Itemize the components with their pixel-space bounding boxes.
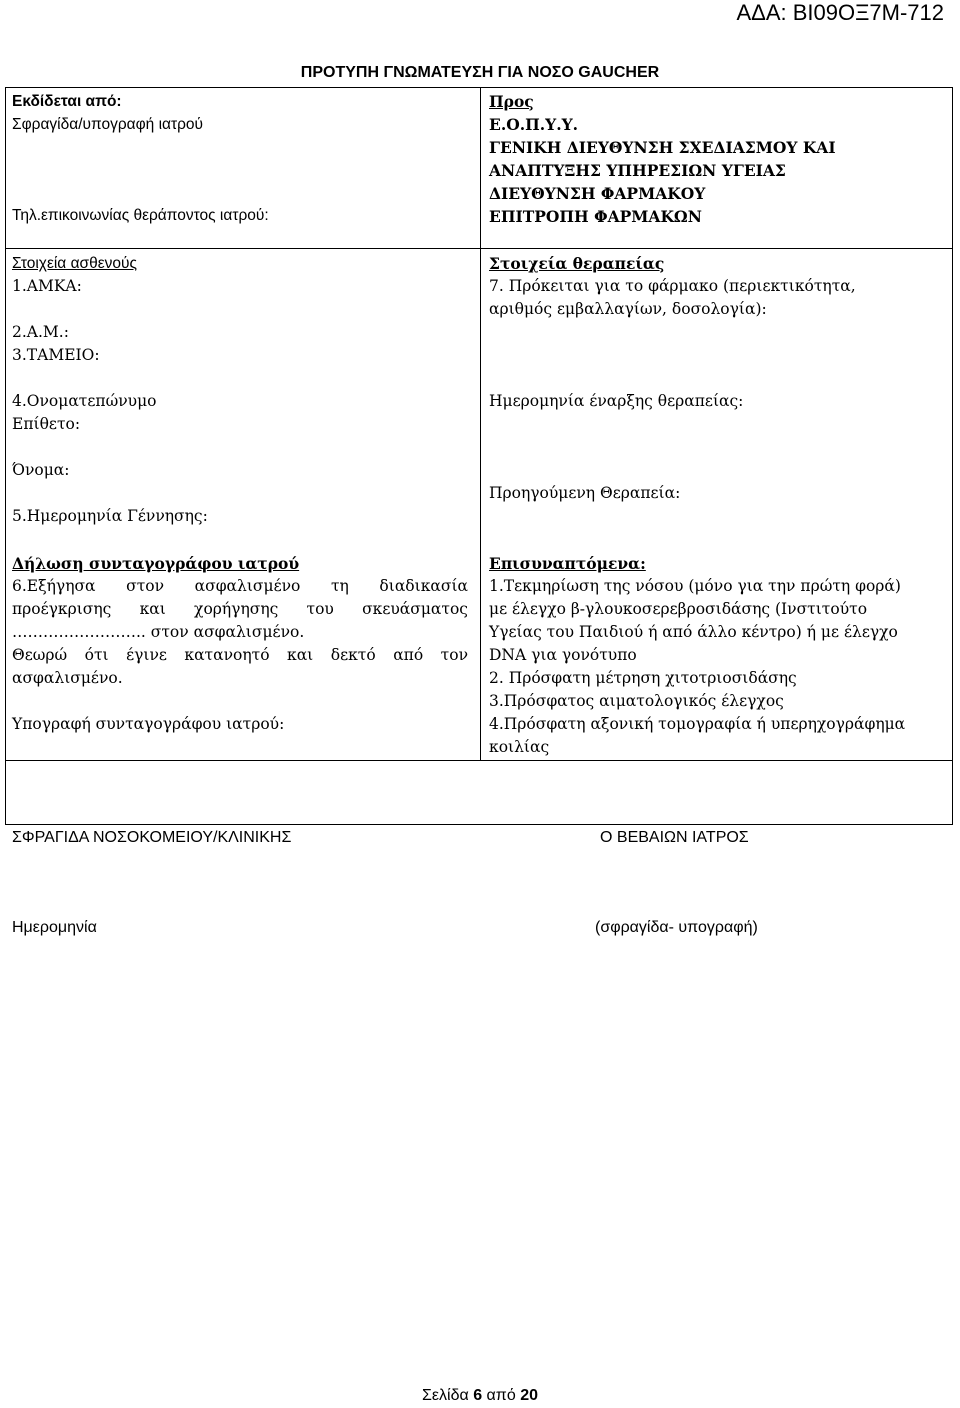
recipient-line-3: ΑΝΑΠΤΥΞΗΣ ΥΠΗΡΕΣΙΩΝ ΥΓΕΙΑΣ: [489, 161, 786, 180]
therapy-item7-line-2: αριθμός εμβαλλαγίων, δοσολογία):: [489, 300, 767, 318]
recipient-line-1: Ε.Ο.Π.Υ.Υ.: [489, 115, 579, 134]
attachment-line-3: Υγείας του Παιδιού ή από άλλο κέντρο) ή με έλεγχο: [489, 623, 898, 641]
page-number: [0, 1387, 960, 1405]
form-frame: [5, 87, 953, 825]
recipient-line-5: ΕΠΙΤΡΟΠΗ ΦΑΡΜΑΚΩΝ: [489, 207, 702, 226]
patient-surname: Επίθετο:: [12, 415, 81, 433]
therapy-start-date: Ημερομηνία έναρξης θεραπείας:: [489, 392, 744, 410]
document-title: ΠΡΟΤΥΠΗ ΓΝΩΜΑΤΕΥΣΗ ΓΙΑ ΝΟΣΟ GAUCHER: [300, 64, 660, 81]
attachment-line-2: με έλεγχο β-γλουκοσερεβροσιδάσης (Ινστιτούτο: [489, 600, 868, 618]
therapy-heading: Στοιχεία θεραπείας: [489, 254, 665, 273]
issuer-phone: Τηλ.επικοινωνίας θεράποντος ιατρού:: [12, 207, 269, 224]
page-mid: από: [482, 1387, 521, 1404]
therapy-item7-line-1: 7. Πρόκειται για το φάρμακο (περιεκτικότητα,: [489, 277, 856, 295]
footer-doctor-label: Ο ΒΕΒΑΙΩΝ ΙΑΤΡΟΣ: [600, 829, 749, 846]
attachment-line-8: κοιλίας: [489, 738, 550, 756]
page-current: 6: [473, 1387, 483, 1404]
page-total: 20: [520, 1387, 538, 1404]
declaration-line-2: προέγκρισης και χορήγησης του σκευάσματος: [12, 600, 468, 618]
issuer-stamp: Σφραγίδα/υπογραφή ιατρού: [12, 116, 204, 133]
attachment-line-7: 4.Πρόσφατη αξονική τομογραφία ή υπερηχογράφημα: [489, 715, 906, 733]
issuer-label: Εκδίδεται από:: [12, 93, 122, 110]
declaration-heading: Δήλωση συνταγογράφου ιατρού: [12, 554, 300, 573]
attachment-line-5: 2. Πρόσφατη μέτρηση χιτοτριοσιδάσης: [489, 669, 797, 687]
patient-am: 2.Α.Μ.:: [12, 323, 69, 341]
column-divider: [480, 88, 481, 760]
recipient-line-4: ΔΙΕΥΘΥΝΣΗ ΦΑΡΜΑΚΟΥ: [489, 184, 706, 203]
declaration-line-5: ασφαλισμένο.: [12, 669, 123, 687]
patient-tameio: 3.ΤΑΜΕΙΟ:: [12, 346, 100, 364]
footer-date-label: Ημερομηνία: [12, 919, 97, 936]
recipient-label: Προς: [489, 92, 534, 111]
footer-signature-label: (σφραγίδα- υπογραφή): [595, 919, 758, 936]
patient-name: Όνομα:: [12, 461, 70, 479]
declaration-line-1: 6.Εξήγησα στον ασφαλισμένο τη διαδικασία: [12, 577, 468, 595]
therapy-previous: Προηγούμενη Θεραπεία:: [489, 484, 681, 502]
patient-amka: 1.ΑΜΚΑ:: [12, 277, 82, 295]
patient-heading: Στοιχεία ασθενούς: [12, 255, 137, 272]
declaration-signature: Υπογραφή συνταγογράφου ιατρού:: [12, 715, 285, 733]
patient-fullname: 4.Ονοματεπώνυμο: [12, 392, 157, 410]
recipient-line-2: ΓΕΝΙΚΗ ΔΙΕΥΘΥΝΣΗ ΣΧΕΔΙΑΣΜΟΥ ΚΑΙ: [489, 138, 836, 157]
attachment-line-4: DNA για γονότυπο: [489, 646, 637, 664]
page-prefix: Σελίδα: [422, 1387, 474, 1404]
ada-code: ΑΔΑ: ΒΙ09ΟΞ7Μ-712: [736, 0, 944, 25]
patient-birthdate: 5.Ημερομηνία Γέννησης:: [12, 507, 208, 525]
attachment-line-1: 1.Τεκμηρίωση της νόσου (μόνο για την πρώτη φορά): [489, 577, 901, 595]
row-divider-1: [6, 248, 952, 249]
attachments-heading: Επισυναπτόμενα:: [489, 554, 646, 573]
footer-stamp-label: ΣΦΡΑΓΙΔΑ ΝΟΣΟΚΟΜΕΙΟΥ/ΚΛΙΝΙΚΗΣ: [12, 829, 292, 846]
declaration-line-4: Θεωρώ ότι έγινε κατανοητό και δεκτό από τον: [12, 646, 468, 664]
attachment-line-6: 3.Πρόσφατος αιματολογικός έλεγχος: [489, 692, 784, 710]
declaration-line-3: …………………….. στον ασφαλισμένο.: [12, 623, 305, 641]
row-divider-2: [6, 760, 952, 761]
